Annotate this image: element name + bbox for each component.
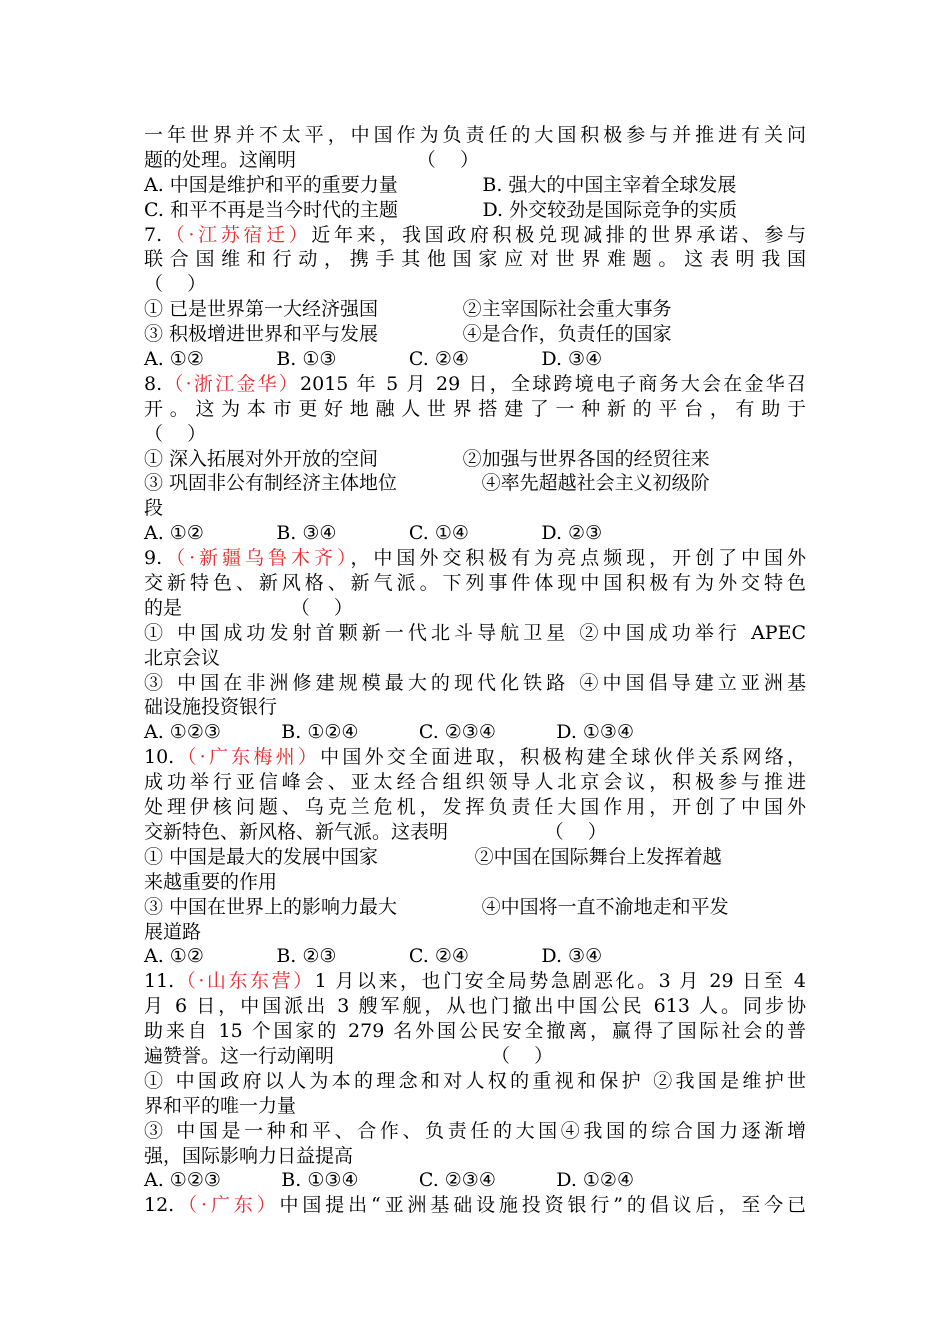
text-line xyxy=(144,720,806,745)
line-text: ① 中国是最大的发展中国家 ②中国在国际舞台上发挥着越 xyxy=(144,845,722,868)
text-line xyxy=(144,521,806,546)
text-line xyxy=(144,895,806,920)
line-text: 中国外交全面进取，积极构建全球伙伴关系网络， xyxy=(320,746,806,769)
text-line xyxy=(144,198,806,223)
text-line xyxy=(144,1019,806,1044)
line-text: A. 中国是维护和平的重要力量 B. 强大的中国主宰着全球发展 xyxy=(144,173,737,196)
line-text: ① 深入拓展对外开放的空间 ②加强与世界各国的经贸往来 xyxy=(144,447,710,470)
text-line xyxy=(144,1094,806,1119)
text-line xyxy=(144,795,806,820)
line-text: ③ 巩固非公有制经济主体地位 ④率先超越社会主义初级阶 xyxy=(144,472,710,495)
line-text: A. ①② B. ①③ C. ②④ D. ③④ xyxy=(144,348,603,371)
text-line xyxy=(144,173,806,198)
question-number: 11. xyxy=(144,970,175,993)
line-text: 界和平的唯一力量 xyxy=(144,1094,297,1117)
line-text: A. ①②③ B. ①②④ C. ②③④ D. ①③④ xyxy=(144,721,635,744)
question-number: 7. xyxy=(144,223,163,246)
document-page xyxy=(144,123,806,1218)
text-line xyxy=(144,920,806,945)
text-line xyxy=(144,944,806,969)
text-line xyxy=(144,870,806,895)
line-text: ③ 积极增进世界和平与发展 ④是合作，负责任的国家 xyxy=(144,323,672,346)
text-line xyxy=(144,1193,806,1218)
line-text: A. ①② B. ②③ C. ②④ D. ③④ xyxy=(144,945,603,968)
text-line xyxy=(144,546,806,571)
line-text: 的是 （ ） xyxy=(144,596,353,619)
line-text: （ ） xyxy=(144,422,207,445)
text-line xyxy=(144,571,806,596)
line-text: 1 月以来，也门安全局势急剧恶化。3 月 29 日至 4 xyxy=(314,970,806,993)
text-line xyxy=(144,820,806,845)
line-text: 一年世界并不太平，中国作为负责任的大国积极参与并推进有关问 xyxy=(144,124,806,146)
text-line xyxy=(144,969,806,994)
text-line xyxy=(144,347,806,372)
line-text: ③ 中国在非洲修建规模最大的现代化铁路 ④中国倡导建立亚洲基 xyxy=(144,671,806,694)
text-line xyxy=(144,397,806,422)
question-source: （·浙江金华） xyxy=(162,372,301,395)
question-number: 9. xyxy=(144,547,163,570)
question-number: 10. xyxy=(144,746,175,769)
line-text: 础设施投资银行 xyxy=(144,696,278,719)
text-line xyxy=(144,372,806,397)
text-line xyxy=(144,1044,806,1069)
line-text: 月 6 日，中国派出 3 艘军舰，从也门撤出中国公民 613 人。同步协 xyxy=(144,995,806,1018)
line-text: 题的处理。这阐明 （ ） xyxy=(144,148,479,171)
line-text: 助来自 15 个国家的 279 名外国公民安全撤离，赢得了国际社会的普 xyxy=(144,1020,806,1043)
text-line xyxy=(144,247,806,272)
line-text: 成功举行亚信峰会、亚太经合组织领导人北京会议，积极参与推进 xyxy=(144,771,806,794)
line-text: 遍赞誉。这一行动阐明 （ ） xyxy=(144,1044,554,1067)
question-source: （·山东东营） xyxy=(174,970,315,993)
text-line xyxy=(144,845,806,870)
text-line xyxy=(144,223,806,248)
text-line xyxy=(144,745,806,770)
text-line xyxy=(144,1144,806,1169)
text-line xyxy=(144,671,806,696)
line-text: 来越重要的作用 xyxy=(144,870,278,893)
question-source: （·江苏宿迁） xyxy=(162,223,312,246)
line-text: 联合国维和行动，携手其他国家应对世界难题。这表明我国 xyxy=(144,248,806,271)
line-text: 交新特色、新风格、新气派。下列事件体现中国积极有为外交特色 xyxy=(144,572,806,595)
text-line xyxy=(144,596,806,621)
line-text: 强，国际影响力日益提高 xyxy=(144,1144,354,1167)
question-source: （·广东） xyxy=(174,1194,280,1217)
line-text: ① 中国成功发射首颗新一代北斗导航卫星 ②中国成功举行 APEC xyxy=(144,621,806,644)
line-text: ，中国外交积极有为亮点频现，开创了中国外 xyxy=(350,547,806,570)
text-line xyxy=(144,272,806,297)
line-text: 2015 年 5 月 29 日，全球跨境电子商务大会在金华召 xyxy=(300,372,806,395)
text-line xyxy=(144,994,806,1019)
text-line xyxy=(144,646,806,671)
line-text: ③ 中国是一种和平、合作、负责任的大国④我国的综合国力逐渐增 xyxy=(144,1119,806,1142)
line-text: 交新特色、新风格、新气派。这表明 （ ） xyxy=(144,820,607,843)
text-line xyxy=(144,123,806,148)
line-text: ① 已是世界第一大经济强国 ②主宰国际社会重大事务 xyxy=(144,298,672,321)
line-text: 北京会议 xyxy=(144,646,221,669)
text-line xyxy=(144,770,806,795)
text-line xyxy=(144,621,806,646)
text-line xyxy=(144,1069,806,1094)
line-text: C. 和平不再是当今时代的主题 D. 外交较劲是国际竞争的实质 xyxy=(144,198,738,221)
text-line xyxy=(144,695,806,720)
line-text: 展道路 xyxy=(144,920,202,943)
line-text: A. ①②③ B. ①③④ C. ②③④ D. ①②④ xyxy=(144,1169,635,1192)
line-text: 开。这为本市更好地融人世界搭建了一种新的平台，有助于 xyxy=(144,397,806,420)
question-source: （·广东梅州） xyxy=(174,746,321,769)
line-text: 段 xyxy=(144,497,164,520)
line-text: ③ 中国在世界上的影响力最大 ④中国将一直不渝地走和平发 xyxy=(144,895,729,918)
text-line xyxy=(144,148,806,173)
line-text: （ ） xyxy=(144,273,207,296)
question-number: 8. xyxy=(144,372,163,395)
line-text: 处理伊核问题、乌克兰危机，发挥负责任大国作用，开创了中国外 xyxy=(144,796,806,819)
text-line xyxy=(144,422,806,447)
text-line xyxy=(144,297,806,322)
line-text: 近年来，我国政府积极兑现减排的世界承诺、参与 xyxy=(311,223,806,246)
question-number: 12. xyxy=(144,1194,175,1217)
text-line xyxy=(144,322,806,347)
text-line xyxy=(144,471,806,496)
question-source: （·新疆乌鲁木齐） xyxy=(162,547,351,570)
line-text: 中国提出“亚洲基础设施投资银行”的倡议后，至今已 xyxy=(279,1194,806,1217)
text-line xyxy=(144,447,806,472)
line-text: ① 中国政府以人为本的理念和对人权的重视和保护 ②我国是维护世 xyxy=(144,1069,806,1092)
line-text: A. ①② B. ③④ C. ①④ D. ②③ xyxy=(144,522,603,545)
text-line xyxy=(144,1119,806,1144)
text-line xyxy=(144,496,806,521)
text-line xyxy=(144,1168,806,1193)
